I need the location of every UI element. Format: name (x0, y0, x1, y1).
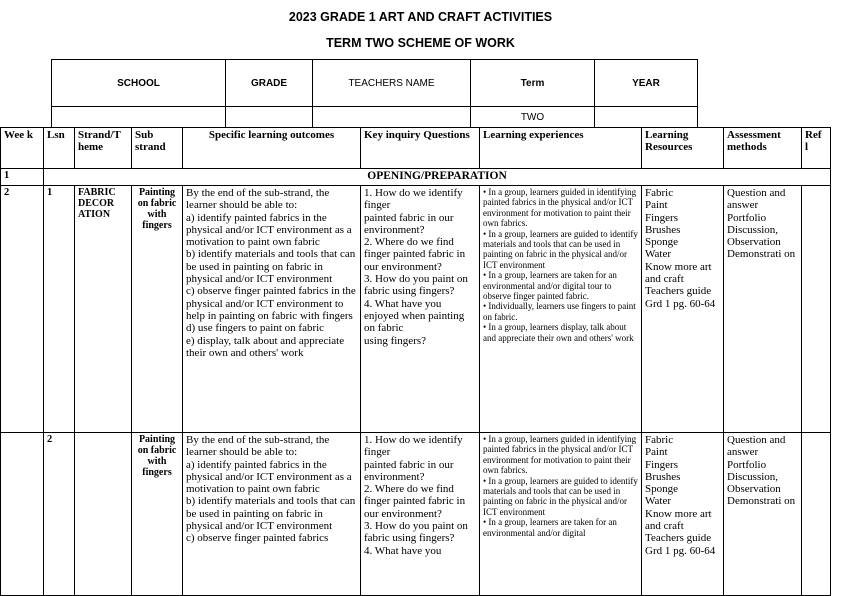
outcome-line: e) display, talk about and appreciate their own and others' work (186, 334, 345, 359)
column-header-week: Wee k (1, 128, 44, 169)
inquiry-line: painted fabric in our environment? (364, 211, 454, 236)
outcome-line: b) identify materials and tools that can be used in painting on fabric in physical and/or ICT environment (186, 248, 356, 286)
row-strand (75, 433, 132, 596)
row-outcomes (183, 433, 361, 596)
resource-line: Brushes (645, 470, 681, 483)
experience-line: • In a group, learners are guided to identify materials and tools that can be used in painting on fabric in the physical and/or ICT environment (483, 475, 638, 517)
column-header-outcomes: Specific learning outcomes (183, 128, 361, 169)
row-week: 2 (1, 186, 44, 433)
experience-line: • In a group, learners display, talk about and appreciate their own and others' work (483, 322, 634, 343)
table-row (1, 186, 831, 433)
row-reflection (802, 433, 831, 596)
outcome-line: b) identify materials and tools that can be used in painting on fabric in physical and/or ICT environment (186, 495, 356, 533)
column-header-resources: Learning Resources (642, 128, 724, 169)
experience-line: • In a group, learners guided in identifying painted fabrics in the physical and/or ICT environment for motivation to paint their own fabrics. (483, 434, 637, 476)
info-value-teachers-name (313, 107, 471, 128)
assessment-line: Question and answer (727, 187, 786, 212)
assessment-line: Demonstrati on (727, 495, 796, 508)
row-resources (642, 433, 724, 596)
row-strand: FABRIC DECOR ATION (75, 186, 132, 433)
outcome-line: c) observe finger painted fabrics (186, 532, 329, 545)
experience-line: • Individually, learners use fingers to paint on fabric. (483, 301, 636, 322)
column-header-sub-strand: Sub strand (132, 128, 183, 169)
row-lesson: 2 (44, 433, 75, 596)
row-sub-strand: Painting on fabric with fingers (132, 433, 183, 596)
opening-preparation-label: OPENING/PREPARATION (44, 169, 831, 186)
resource-line: Water (645, 248, 671, 261)
assessment-line: Observation (727, 483, 781, 496)
experience-line: • In a group, learners are guided to identify materials and tools that can be used in painting on fabric in the physical and/or ICT environment (483, 228, 638, 270)
resource-line: Sponge (645, 236, 678, 249)
document-subtitle: TERM TWO SCHEME OF WORK (326, 36, 515, 50)
resource-line: Know more art and craft Teachers guide Grd 1 pg. 60-64 (645, 507, 716, 557)
assessment-line: Discussion, (727, 223, 779, 236)
outcome-line: By the end of the sub-strand, the learner should be able to: (186, 187, 330, 212)
info-value-year (595, 107, 698, 128)
info-value-school (52, 107, 226, 128)
inquiry-line: painted fabric in our environment? (364, 458, 454, 483)
inquiry-line: 2. Where do we find finger painted fabric in our environment? (364, 483, 466, 520)
outcome-line: a) identify painted fabrics in the physical and/or ICT environment as a motivation to paint own fabric (186, 458, 352, 496)
info-header-teachers-name: TEACHERS NAME (313, 60, 471, 107)
assessment-line: Demonstrati on (727, 248, 796, 261)
column-header-lesson: Lsn (44, 128, 75, 169)
document-title: 2023 GRADE 1 ART AND CRAFT ACTIVITIES (288, 10, 553, 24)
column-header-inquiry: Key inquiry Questions (361, 128, 480, 169)
resource-line: Sponge (645, 483, 678, 496)
experience-line: • In a group, learners are taken for an environmental and/or digital (483, 517, 617, 538)
inquiry-line: 1. How do we identify finger (364, 187, 463, 212)
opening-week: 1 (1, 169, 44, 186)
resource-line: Fingers (645, 211, 678, 224)
resource-line: Fabric (645, 187, 674, 199)
row-sub-strand: Painting on fabric with fingers (132, 186, 183, 433)
assessment-line: Observation (727, 236, 781, 249)
row-inquiry (361, 433, 480, 596)
inquiry-line: 4. What have you enjoyed when painting on fabric (364, 297, 465, 335)
resource-line: Know more art and craft Teachers guide Grd 1 pg. 60-64 (645, 260, 716, 310)
column-header-reflection: Ref l (802, 128, 831, 169)
resource-line: Water (645, 495, 671, 508)
assessment-line: Discussion, (727, 470, 779, 483)
row-resources (642, 186, 724, 433)
inquiry-line: 4. What have you (364, 544, 442, 557)
row-experiences (480, 433, 642, 596)
row-inquiry (361, 186, 480, 433)
info-header-school: SCHOOL (52, 60, 226, 107)
outcome-line: d) use fingers to paint on fabric (186, 322, 325, 335)
row-lesson: 1 (44, 186, 75, 433)
inquiry-line: 1. How do we identify finger (364, 434, 463, 459)
info-header-grade: GRADE (226, 60, 313, 107)
experience-line: • In a group, learners are taken for an environmental and/or digital tour to observe finger painted fabric. (483, 270, 617, 302)
resource-line: Paint (645, 199, 668, 212)
assessment-line: Portfolio (727, 458, 767, 471)
row-assessment (724, 186, 802, 433)
column-header-strand: Strand/T heme (75, 128, 132, 169)
info-header-term: Term (471, 60, 595, 107)
resource-line: Paint (645, 446, 668, 459)
table-row (1, 433, 831, 596)
outcome-line: a) identify painted fabrics in the physical and/or ICT environment as a motivation to paint own fabric (186, 211, 352, 249)
inquiry-line: 3. How do you paint on fabric using fingers? (364, 273, 468, 298)
outcome-line: By the end of the sub-strand, the learner should be able to: (186, 434, 330, 459)
info-value-grade (226, 107, 313, 128)
info-header-year: YEAR (595, 60, 698, 107)
inquiry-line: 2. Where do we find finger painted fabric in our environment? (364, 236, 466, 273)
row-reflection (802, 186, 831, 433)
column-header-assessment: Assessment methods (724, 128, 802, 169)
row-week (1, 433, 44, 596)
resource-line: Fingers (645, 458, 678, 471)
resource-line: Brushes (645, 223, 681, 236)
assessment-line: Portfolio (727, 211, 767, 224)
row-experiences (480, 186, 642, 433)
info-value-term: TWO (471, 107, 595, 128)
resource-line: Fabric (645, 434, 674, 446)
inquiry-line: 3. How do you paint on fabric using fingers? (364, 520, 468, 545)
row-outcomes (183, 186, 361, 433)
experience-line: • In a group, learners guided in identifying painted fabrics in the physical and/or ICT environment for motivation to paint their own fabrics. (483, 187, 637, 229)
inquiry-line: using fingers? (364, 334, 427, 347)
assessment-line: Question and answer (727, 434, 786, 459)
column-header-experiences: Learning experiences (480, 128, 642, 169)
outcome-line: c) observe finger painted fabrics in the physical and/or ICT environment to help in painting on fabric with fingers (186, 285, 356, 322)
scheme-table (0, 127, 831, 596)
info-table (51, 59, 698, 128)
row-assessment (724, 433, 802, 596)
